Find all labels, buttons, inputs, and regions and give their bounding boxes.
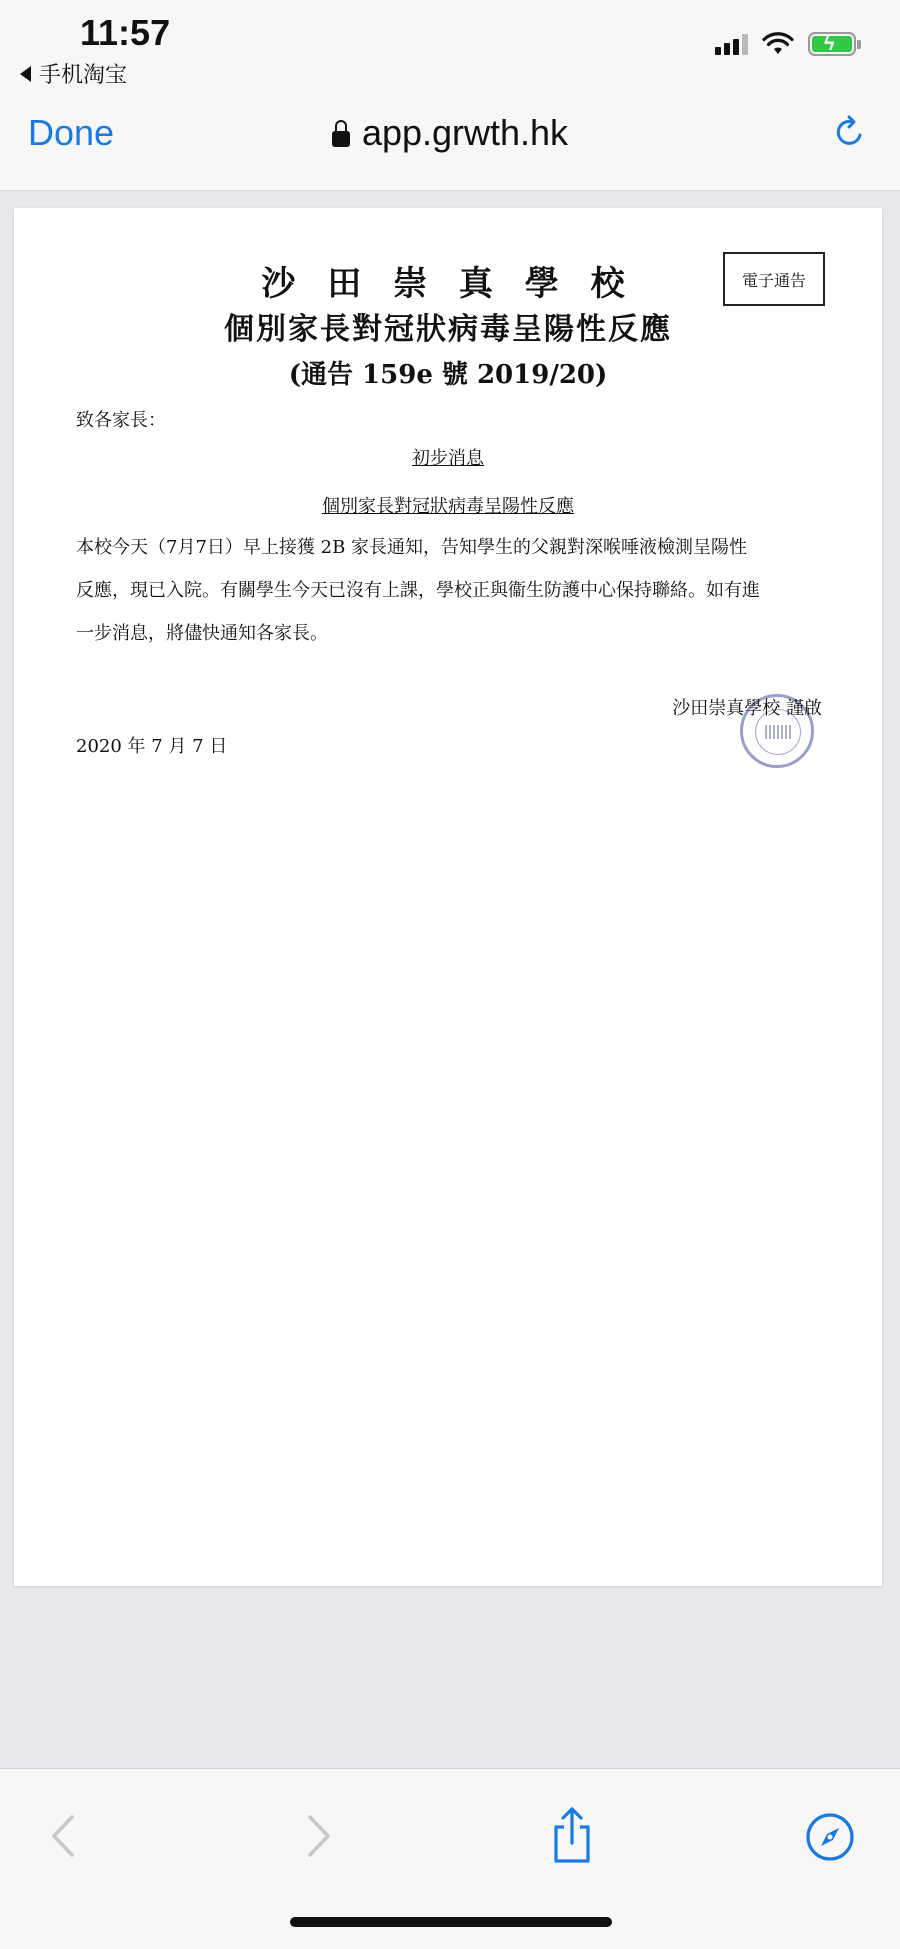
back-arrow-icon bbox=[20, 66, 31, 82]
document-page bbox=[14, 208, 882, 1586]
back-app-label: 手机淘宝 bbox=[39, 62, 128, 87]
status-icons bbox=[715, 32, 856, 56]
compass-icon[interactable] bbox=[804, 1811, 856, 1863]
notice-number: (通告 159e 號 2019/20) bbox=[288, 360, 608, 390]
lock-icon bbox=[332, 131, 350, 147]
browser-toolbar bbox=[0, 1768, 900, 1949]
wifi-icon bbox=[762, 32, 794, 56]
e-notice-tag: 電子通告 bbox=[723, 252, 825, 306]
body-line: 本校今天（7月7日）早上接獲 2B 家長通知，告知學生的父親對深喉唾液檢測呈陽性 bbox=[76, 537, 748, 558]
salutation: 致各家長： bbox=[76, 410, 166, 431]
cellular-signal-icon bbox=[715, 33, 748, 55]
signoff: 沙田崇真學校 謹啟 bbox=[672, 698, 822, 719]
url-bar[interactable] bbox=[0, 112, 900, 154]
done-button[interactable]: Done bbox=[28, 112, 115, 153]
browser-header bbox=[0, 0, 900, 191]
status-time: 11:57 bbox=[80, 12, 171, 53]
share-icon[interactable] bbox=[548, 1805, 596, 1865]
school-name: 沙 田 崇 真 學 校 bbox=[261, 264, 635, 304]
home-indicator bbox=[290, 1917, 612, 1927]
heading-preliminary: 初步消息 bbox=[412, 448, 484, 469]
url-text: app.grwth.hk bbox=[361, 112, 569, 153]
battery-icon: ϟ bbox=[808, 32, 856, 56]
body-line: 反應，現已入院。有關學生今天已沒有上課，學校正與衞生防護中心保持聯絡。如有進 bbox=[76, 580, 760, 601]
reload-icon[interactable] bbox=[830, 112, 870, 152]
back-to-app-button[interactable] bbox=[20, 58, 127, 89]
forward-icon[interactable] bbox=[298, 1811, 338, 1861]
body-line: 一步消息，將儘快通知各家長。 bbox=[76, 623, 328, 644]
notice-document bbox=[14, 208, 882, 1586]
notice-body bbox=[76, 526, 846, 655]
back-icon[interactable] bbox=[44, 1811, 84, 1861]
heading-subject: 個別家長對冠狀病毒呈陽性反應 bbox=[322, 496, 574, 517]
notice-subject: 個別家長對冠狀病毒呈陽性反應 bbox=[224, 312, 672, 347]
notice-date: 2020 年 7 月 7 日 bbox=[76, 736, 228, 757]
